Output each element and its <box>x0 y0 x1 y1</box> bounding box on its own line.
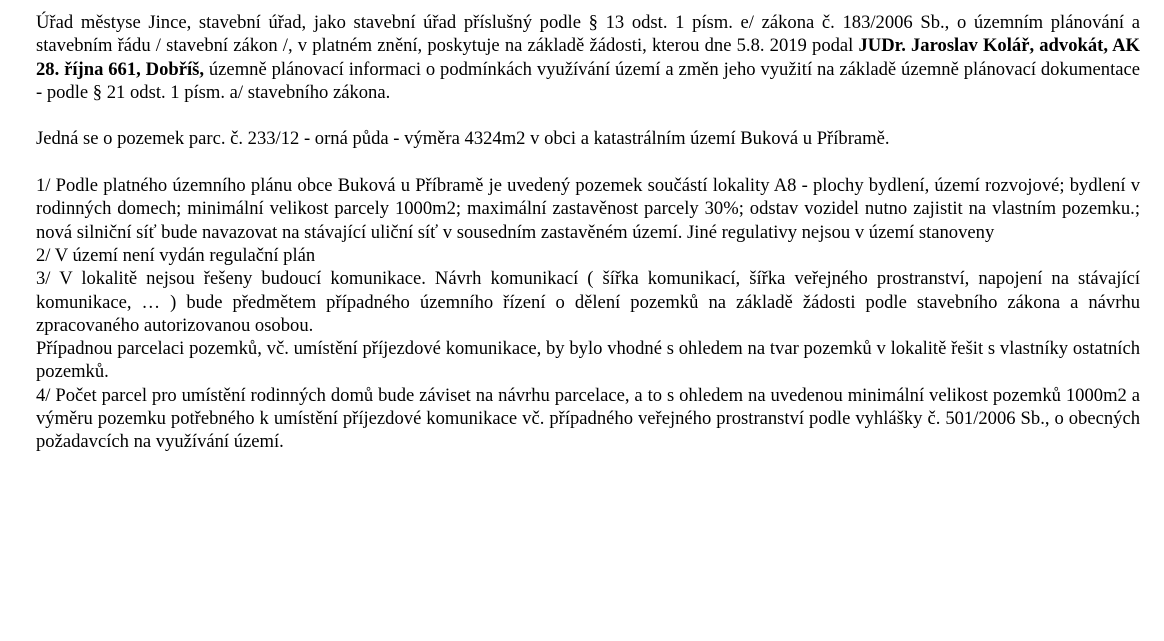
item-3-continuation-paragraph: Případnou parcelaci pozemků, vč. umístění příjezdové komunikace, by bylo vhodné s ohledem na tvar pozemků v lokalitě řešit s vlastníky ostatních pozemků. <box>36 338 1140 383</box>
paragraph-spacer <box>36 104 1140 127</box>
intro-paragraph <box>36 11 1140 104</box>
applicant-name: JUDr. Jaroslav Kolář, advokát, AK 28. října 661, Dobříš, <box>36 35 1140 80</box>
item-3-paragraph: 3/ V lokalitě nejsou řešeny budoucí komunikace. Návrh komunikací ( šířka komunikací, šířka veřejného prostranství, napojení na stávající komunikace, … ) bude předmětem případného územního řízení o dělení pozemků na základě žádosti podle stavebního zákona a návrhu zpracovaného autorizovanou osobou. <box>36 268 1140 336</box>
intro-text-after: územně plánovací informaci o podmínkách využívání území a změn jeho využití na základě územně plánovací dokumentace - podle § 21 odst. 1 písm. a/ stavebního zákona. <box>36 58 1141 103</box>
intro-text-before: Úřad městyse Jince, stavební úřad, jako stavební úřad příslušný podle § 13 odst. 1 písm. e/ zákona č. 183/2006 Sb., o územním plánování a stavebním řádu / stavební zákon /, v platném znění, poskytuje na základě žádosti, kterou dne 5.8. 2019 podal <box>36 12 1140 57</box>
parcel-paragraph: Jedná se o pozemek parc. č. 233/12 - orná půda - výměra 4324m2 v obci a katastrálním území Buková u Příbramě. <box>36 128 890 150</box>
item-1-paragraph: 1/ Podle platného územního plánu obce Buková u Příbramě je uvedený pozemek součástí lokality A8 - plochy bydlení, území rozvojové; bydlení v rodinných domech; minimální velikost parcely 1000m2; maximální zastavěnost parcely 30%; odstav vozidel nutno zajistit na vlastním pozemku.; nová silniční síť bude navazovat na stávající uliční síť v sousedním zastavěném území. Jiné regulativy nejsou v území stanoveny <box>36 175 1140 243</box>
item-2-paragraph: 2/ V území není vydán regulační plán <box>36 244 316 266</box>
paragraph-spacer <box>36 151 1140 174</box>
document-body <box>36 11 1140 454</box>
item-4-paragraph: 4/ Počet parcel pro umístění rodinných domů bude záviset na návrhu parcelace, a to s ohledem na uvedenou minimální velikost pozemků 1000m2 a výměru pozemku potřebného k umístění příjezdové komunikace vč. případného veřejného prostranství podle vyhlášky č. 501/2006 Sb., o obecných požadavcích na využívání území. <box>36 384 1140 453</box>
